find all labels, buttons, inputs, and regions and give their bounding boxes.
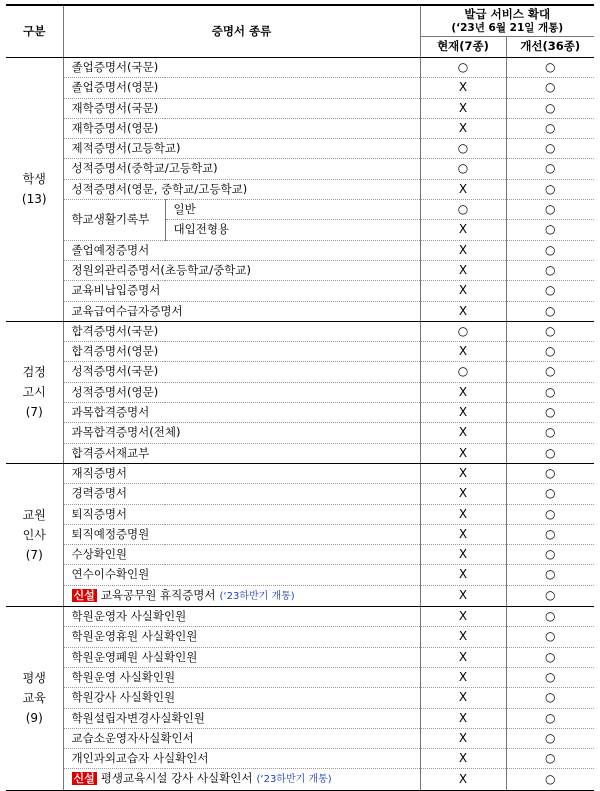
table-row [6,98,594,118]
improved-status-cell [506,78,594,98]
current-status-mark: X [458,120,468,135]
current-status-cell [420,708,506,728]
improved-status-cell [506,504,594,524]
header-cert-type: 증명서 종류 [63,5,420,58]
improved-status-mark: ○ [545,710,556,725]
cert-name: 교육공무원 휴직증명서 [100,587,216,602]
category-label: (7) [25,547,43,562]
header-improved: 개선(36종) [506,37,594,58]
cert-name: 합격증명서(영문) [71,344,159,359]
current-status-mark: X [458,283,468,298]
improved-status-cell [506,362,594,382]
improved-status-cell [506,545,594,565]
current-status-cell [420,118,506,138]
improved-status-cell [506,301,594,321]
table-row [6,728,594,748]
current-status-cell [420,159,506,179]
table-row [6,769,594,790]
improved-status-cell [506,200,594,220]
cert-name: 졸업증명서(영문) [71,80,159,95]
cert-name-cell [63,118,420,138]
cert-name-cell [63,463,420,483]
current-status-cell [420,342,506,362]
improved-status-mark: ○ [545,141,556,156]
current-status-mark: X [458,669,468,684]
header-expansion-date: (‘23년 6월 21일 개통) [451,22,564,34]
header-category: 구분 [6,5,63,58]
cert-name: 학원강사 사실확인원 [71,690,176,705]
cert-name: 학원운영휴원 사실확인원 [71,629,198,644]
cert-name-cell [63,159,420,179]
current-status-cell [420,565,506,585]
current-status-cell [420,281,506,301]
table-row [6,159,594,179]
current-status-cell [420,321,506,341]
cert-name-cell [63,667,420,687]
improved-status-mark: ○ [545,60,556,74]
improved-status-cell [506,524,594,544]
table-row [6,200,594,220]
table-row [6,667,594,687]
improved-status-cell [506,382,594,402]
current-status-cell [420,524,506,544]
cert-name-cell [63,139,420,159]
current-status-mark: X [458,526,468,541]
table-row [6,708,594,728]
cert-name: 성적증명서(중학교/고등학교) [71,161,218,176]
improved-status-mark: ○ [545,751,556,766]
table-row [6,647,594,667]
table-row [6,423,594,443]
current-status-cell [420,688,506,708]
improved-status-mark: ○ [545,323,556,338]
improved-status-cell [506,647,594,667]
cert-name-cell [63,321,420,341]
improved-status-mark: ○ [545,567,556,582]
improved-status-cell [506,179,594,199]
table-row [6,607,594,627]
cert-name-cell [63,749,420,769]
category-cell [6,463,63,606]
improved-status-mark: ○ [545,506,556,521]
cert-subtype: 일반 [165,200,420,220]
table-row [6,179,594,199]
improved-status-mark: ○ [545,649,556,664]
current-status-cell [420,627,506,647]
new-badge: 신설 [73,772,95,786]
current-status-cell [420,301,506,321]
table-header [6,5,594,58]
header-expansion-title: 발급 서비스 확대 [464,7,551,21]
current-status-mark: X [458,344,468,359]
cert-name-cell [63,484,420,504]
cert-name: 교육급여수급자증명서 [71,303,183,318]
improved-status-cell [506,627,594,647]
cert-name: 학원운영폐원 사실확인원 [71,649,198,664]
improved-status-mark: ○ [545,384,556,399]
improved-status-mark: ○ [545,526,556,541]
current-status-mark: X [458,262,468,277]
cert-name-cell [63,627,420,647]
cert-name: 퇴직예정증명원 [71,526,150,541]
category-cell [6,321,63,463]
table-row [6,240,594,260]
current-status-cell [420,362,506,382]
improved-status-mark: ○ [545,80,556,95]
category-label: 학생 [22,172,46,187]
table-row [6,504,594,524]
current-status-mark: X [458,222,468,237]
cert-name: 재학증명서(영문) [71,120,159,135]
current-status-mark: X [458,465,468,480]
improved-status-mark: ○ [545,609,556,624]
certificate-table [6,4,594,791]
current-status-mark: X [458,629,468,644]
improved-status-cell [506,607,594,627]
cert-name-cell [63,58,420,78]
current-status-mark: X [458,181,468,196]
improved-status-mark: ○ [545,486,556,501]
improved-status-cell [506,321,594,341]
category-label: (7) [25,405,43,420]
current-status-mark: ○ [457,202,469,217]
current-status-mark: X [458,486,468,501]
cert-name: 학원운영 사실확인원 [71,669,176,684]
cert-name: 성적증명서(국문) [71,364,159,379]
cert-name-cell [63,565,420,585]
improved-status-mark: ○ [545,588,556,603]
improved-status-cell [506,565,594,585]
cert-name: 수상확인원 [71,547,128,562]
current-status-cell [420,443,506,463]
current-status-cell [420,260,506,280]
cert-subtype: 대입전형용 [165,220,420,240]
table-row [6,749,594,769]
cert-name-cell [63,443,420,463]
cert-name: 학원운영자 사실확인원 [71,609,187,624]
cert-name-cell [63,179,420,199]
current-status-cell [420,749,506,769]
current-status-mark: X [458,384,468,399]
cert-name-cell [63,403,420,423]
improved-status-mark: ○ [545,629,556,644]
cert-name: 재직증명서 [71,465,128,480]
cert-name-cell [63,301,420,321]
cert-name: 합격증명서(국문) [71,323,159,338]
improved-status-mark: ○ [545,283,556,298]
table-row [6,545,594,565]
current-status-cell [420,382,506,402]
table-row [6,443,594,463]
cert-name: 학교생활기록부 [63,200,165,241]
improved-status-mark: ○ [545,181,556,196]
cert-name: 졸업증명서(국문) [71,60,159,74]
improved-status-mark: ○ [545,202,556,217]
improved-status-mark: ○ [545,262,556,277]
new-badge: 신설 [73,588,95,602]
current-status-cell [420,463,506,483]
table-row [6,484,594,504]
improved-status-mark: ○ [545,100,556,115]
cert-name: 평생교육시설 강사 사실확인서 [100,771,253,786]
cert-name-cell [63,423,420,443]
certificate-table-document [6,4,594,791]
cert-name: 합격증서재교부 [71,445,150,460]
cert-name-cell [63,607,420,627]
improved-status-cell [506,342,594,362]
current-status-mark: X [458,506,468,521]
cert-name: 과목합격증명서(전체) [71,425,181,440]
improved-status-cell [506,159,594,179]
cert-name-cell [63,78,420,98]
current-status-mark: X [458,567,468,582]
current-status-mark: X [458,751,468,766]
current-status-mark: ○ [457,323,469,338]
header-expansion [420,5,594,37]
table-row [6,403,594,423]
cert-name-cell [63,260,420,280]
cert-name: 과목합격증명서 [71,405,150,420]
current-status-mark: X [458,100,468,115]
cert-name: 교습소운영자사실확인서 [71,730,194,745]
current-status-mark: X [458,425,468,440]
improved-status-cell [506,118,594,138]
improved-status-mark: ○ [545,445,556,460]
current-status-cell [420,728,506,748]
improved-status-cell [506,443,594,463]
current-status-cell [420,403,506,423]
improved-status-cell [506,98,594,118]
cert-name-cell [63,362,420,382]
cert-name: 성적증명서(영문) [71,384,159,399]
table-row [6,524,594,544]
header-current: 현재(7종) [420,37,506,58]
cert-name: 경력증명서 [71,486,128,501]
current-status-mark: X [458,445,468,460]
improved-status-cell [506,585,594,606]
table-row [6,139,594,159]
improved-status-mark: ○ [545,465,556,480]
current-status-cell [420,139,506,159]
cert-name-cell [63,98,420,118]
category-label: 고시 [22,385,46,400]
category-label: (9) [25,711,43,726]
category-label: 평생 [22,671,46,686]
table-body [6,58,594,791]
current-status-mark: X [458,547,468,562]
current-status-mark: X [458,303,468,318]
table-row [6,463,594,483]
current-status-cell [420,769,506,790]
improved-status-cell [506,749,594,769]
current-status-cell [420,504,506,524]
cert-name: 정원외관리증명서(초등학교/중학교) [71,262,251,277]
improved-status-cell [506,688,594,708]
improved-status-mark: ○ [545,242,556,257]
improved-status-mark: ○ [545,425,556,440]
table-row [6,627,594,647]
improved-status-mark: ○ [545,771,556,786]
table-row [6,565,594,585]
table-row [6,342,594,362]
current-status-cell [420,179,506,199]
cert-name-cell [63,585,420,606]
cert-name: 학원설립자변경사실확인원 [71,710,205,725]
current-status-mark: X [458,80,468,95]
cert-name-cell [63,688,420,708]
table-row [6,260,594,280]
table-row [6,362,594,382]
current-status-mark: X [458,649,468,664]
improved-status-cell [506,463,594,483]
current-status-mark: ○ [457,364,469,379]
improved-status-mark: ○ [545,690,556,705]
cert-name-cell [63,708,420,728]
current-status-mark: X [458,771,468,786]
improved-status-mark: ○ [545,161,556,176]
current-status-mark: ○ [457,161,469,176]
current-status-mark: ○ [457,141,469,156]
current-status-cell [420,220,506,240]
cert-name: 재학증명서(국문) [71,100,159,115]
current-status-cell [420,545,506,565]
cert-name-cell [63,504,420,524]
improved-status-cell [506,728,594,748]
improved-status-cell [506,220,594,240]
table-row [6,58,594,78]
category-cell [6,58,63,322]
improved-status-cell [506,423,594,443]
table-row [6,281,594,301]
improved-status-cell [506,58,594,78]
cert-name: 제적증명서(고등학교) [71,141,181,156]
current-status-mark: X [458,690,468,705]
current-status-mark: ○ [457,60,469,74]
current-status-mark: X [458,242,468,257]
cert-name: 성적증명서(영문, 중학교/고등학교) [71,181,248,196]
improved-status-mark: ○ [545,344,556,359]
table-row [6,301,594,321]
current-status-cell [420,98,506,118]
current-status-mark: X [458,710,468,725]
current-status-cell [420,240,506,260]
table-row [6,118,594,138]
improved-status-mark: ○ [545,405,556,420]
category-label: 교육 [22,691,46,706]
category-label: (13) [21,192,47,207]
improved-status-mark: ○ [545,730,556,745]
improved-status-cell [506,667,594,687]
cert-name-cell [63,342,420,362]
cert-name: 졸업예정증명서 [71,242,150,257]
current-status-cell [420,58,506,78]
current-status-cell [420,200,506,220]
improved-status-cell [506,240,594,260]
improved-status-mark: ○ [545,120,556,135]
cert-name: 연수이수확인원 [71,567,150,582]
cert-name-cell [63,728,420,748]
current-status-cell [420,484,506,504]
table-row [6,78,594,98]
current-status-mark: X [458,588,468,603]
category-label: 인사 [22,527,46,542]
improved-status-mark: ○ [545,303,556,318]
current-status-cell [420,647,506,667]
cert-name-cell [63,281,420,301]
cert-name-cell [63,545,420,565]
table-row [6,585,594,606]
current-status-mark: X [458,609,468,624]
cert-name-cell [63,769,420,790]
improved-status-mark: ○ [545,222,556,237]
improved-status-cell [506,260,594,280]
improved-status-cell [506,769,594,790]
current-status-cell [420,423,506,443]
current-status-cell [420,585,506,606]
current-status-cell [420,78,506,98]
cert-name-cell [63,647,420,667]
current-status-mark: X [458,405,468,420]
cert-name: 퇴직증명서 [71,506,128,521]
cert-name: 개인과외교습자 사실확인서 [71,751,209,766]
launch-note: (‘23하반기 개통) [219,590,295,602]
launch-note: (‘23하반기 개통) [256,774,332,786]
cert-name-cell [63,524,420,544]
improved-status-cell [506,281,594,301]
current-status-cell [420,607,506,627]
improved-status-mark: ○ [545,547,556,562]
current-status-cell [420,667,506,687]
improved-status-cell [506,139,594,159]
category-label: 교원 [22,507,46,522]
table-row [6,321,594,341]
table-row [6,382,594,402]
current-status-mark: X [458,730,468,745]
cert-name: 교육비납입증명서 [71,283,161,298]
improved-status-mark: ○ [545,364,556,379]
cert-name-cell [63,382,420,402]
improved-status-cell [506,484,594,504]
improved-status-cell [506,708,594,728]
category-label: 검정 [22,365,46,380]
category-cell [6,607,63,791]
improved-status-mark: ○ [545,669,556,684]
cert-name-cell [63,240,420,260]
table-row [6,688,594,708]
improved-status-cell [506,403,594,423]
